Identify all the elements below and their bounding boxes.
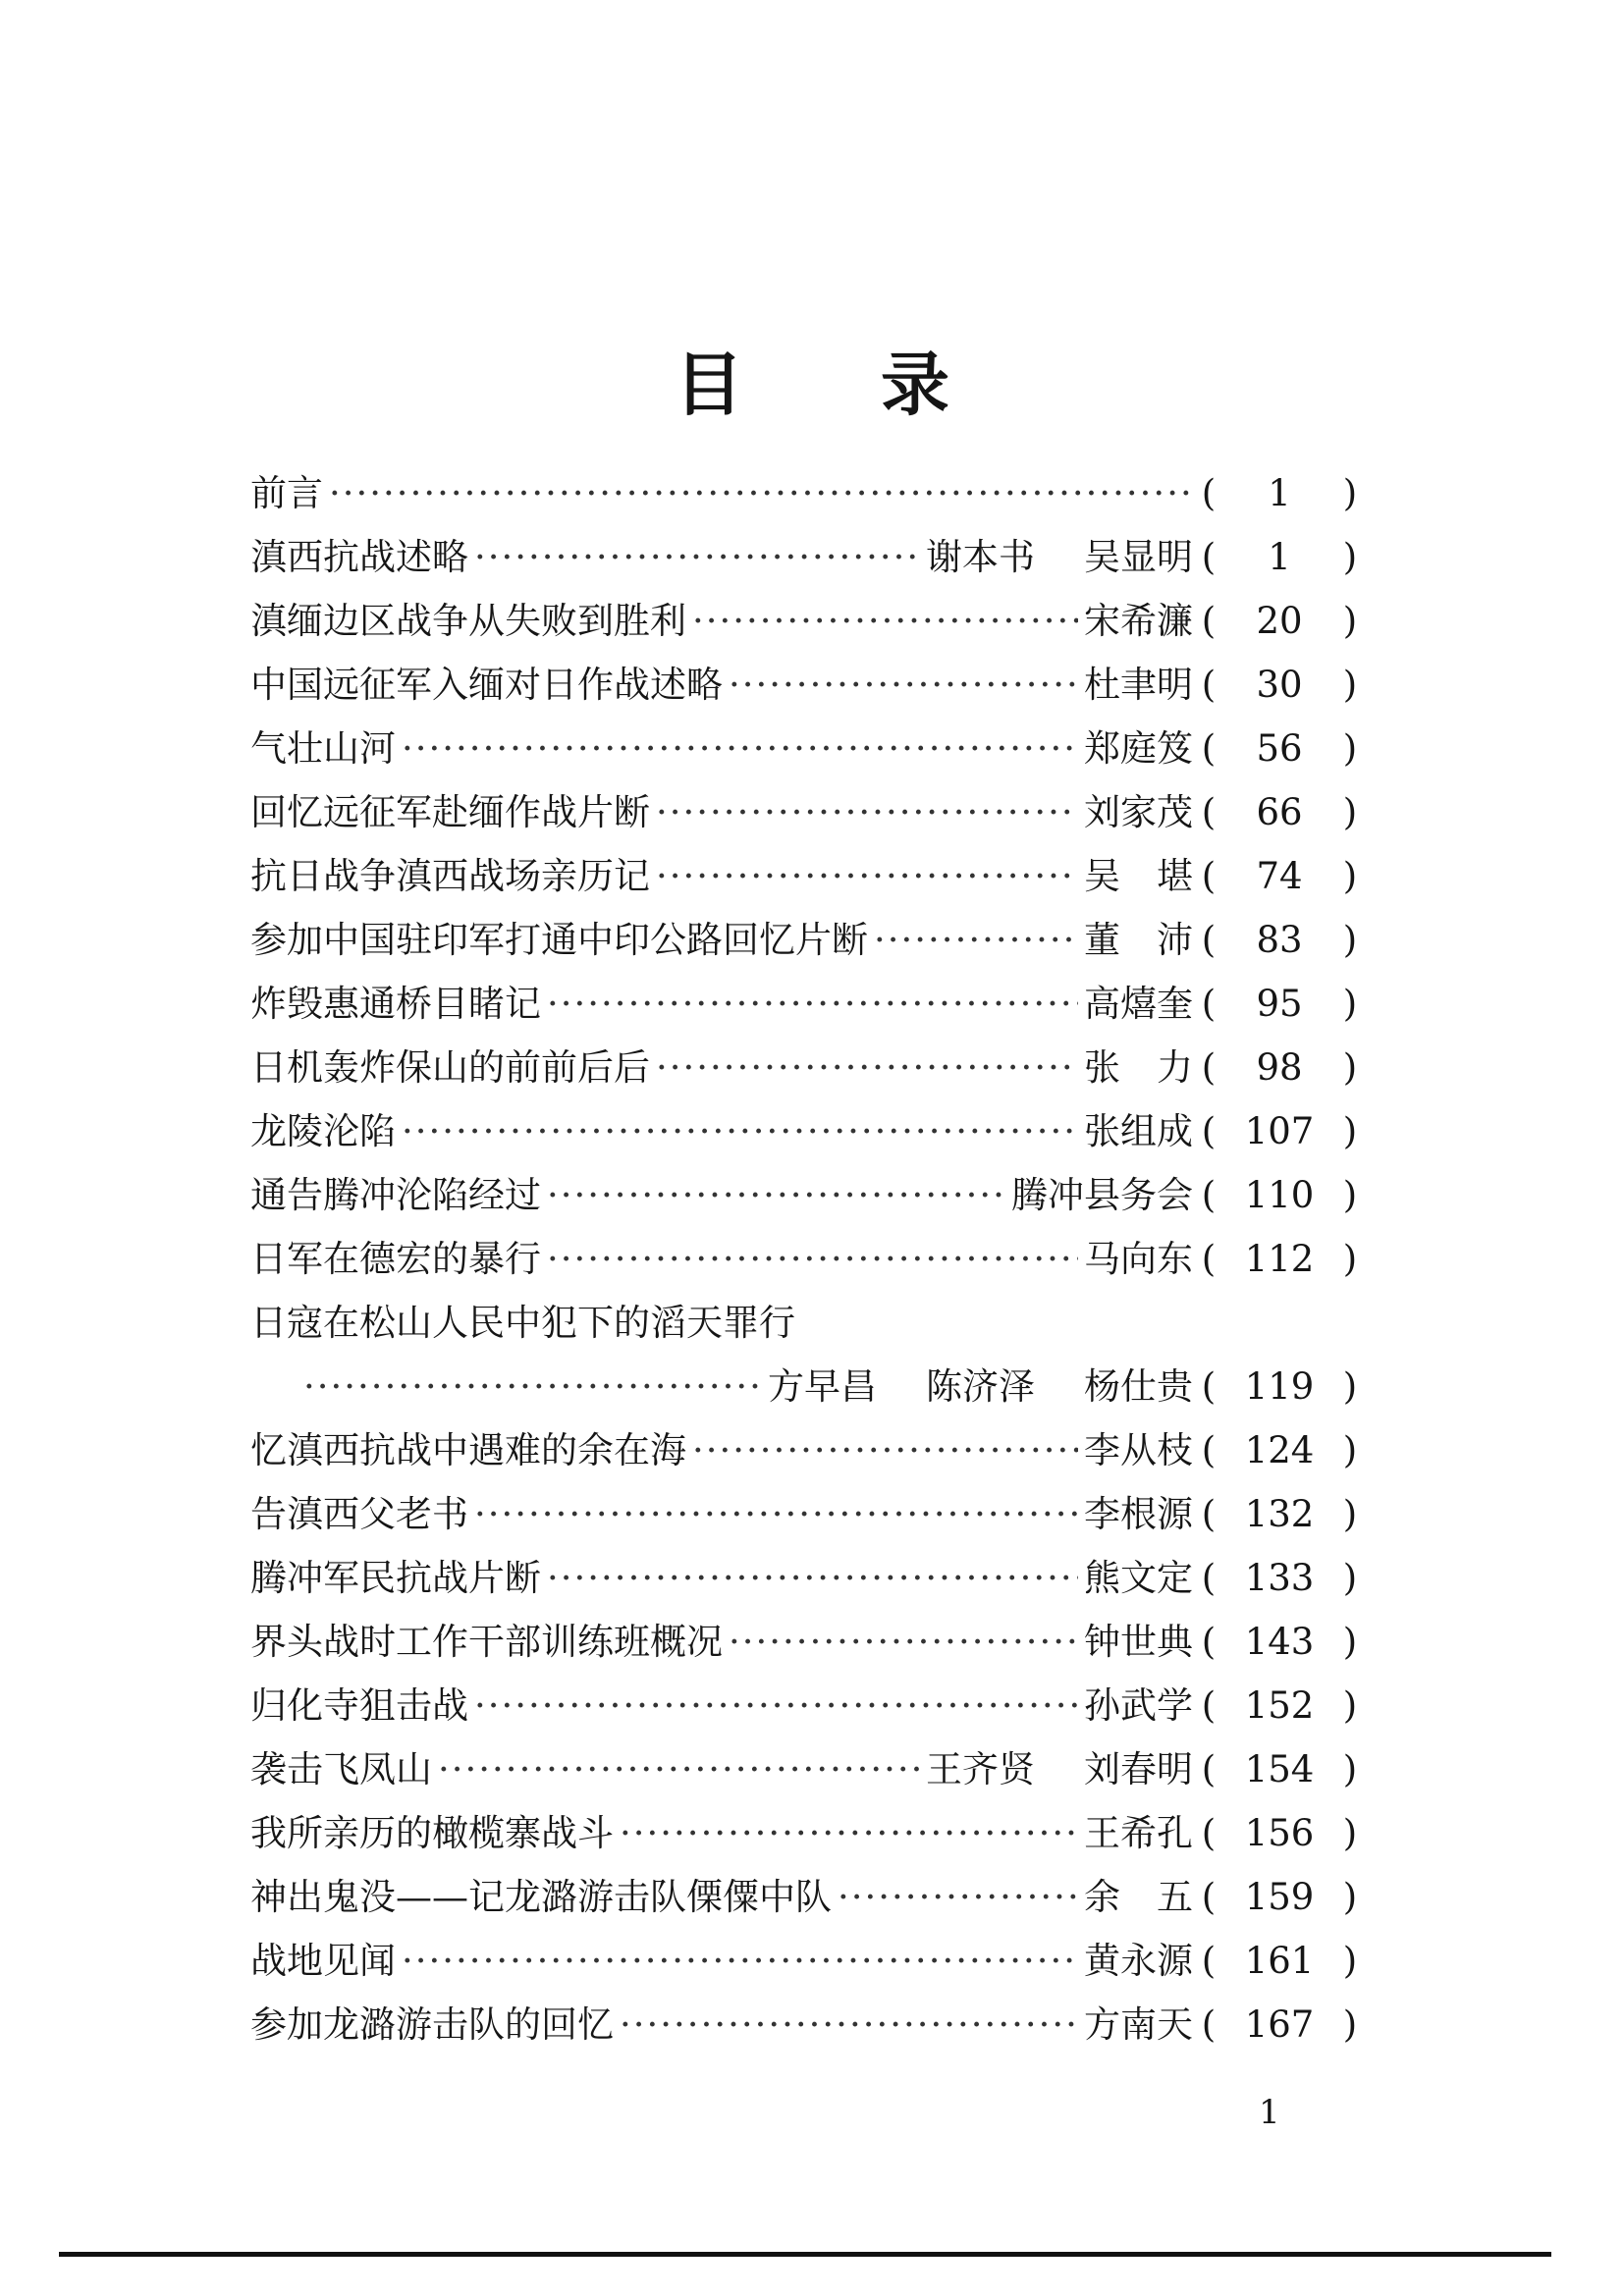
entry-page: ( 167 ) xyxy=(1201,2002,1358,2046)
entry-author: 刘春明 xyxy=(1084,1747,1193,1790)
entry-title: 前言 xyxy=(250,471,323,514)
entry-author: 刘家茂 xyxy=(1084,790,1193,833)
toc-entry[interactable] xyxy=(250,1482,1362,1546)
entry-author: 李根源 xyxy=(1084,1492,1193,1535)
toc-entry[interactable] xyxy=(250,1227,1362,1291)
toc-entry[interactable] xyxy=(250,1929,1362,1993)
entry-author: 腾冲县务会 xyxy=(1011,1173,1193,1216)
entry-title: 日军在德宏的暴行 xyxy=(250,1237,541,1280)
toc-entry[interactable] xyxy=(250,525,1362,589)
entry-title: 归化寺狙击战 xyxy=(250,1683,468,1727)
toc-entry[interactable] xyxy=(250,1737,1362,1801)
toc-entry[interactable] xyxy=(250,908,1362,972)
entry-title: 炸毁惠通桥目睹记 xyxy=(250,982,541,1025)
entry-page: ( 159 ) xyxy=(1201,1875,1358,1918)
toc-entry[interactable] xyxy=(250,780,1362,844)
toc-entry[interactable] xyxy=(250,1801,1362,1865)
leader-dots xyxy=(656,855,1078,898)
toc-heading-char-2: 录 xyxy=(881,344,949,425)
entry-page: ( 1 ) xyxy=(1201,535,1358,578)
toc-entry[interactable] xyxy=(250,717,1362,780)
entry-title: 龙陵沦陷 xyxy=(250,1109,396,1152)
entry-page: ( 98 ) xyxy=(1201,1045,1358,1089)
leader-dots xyxy=(303,1365,762,1409)
entry-title: 滇西抗战述略 xyxy=(250,535,468,578)
entry-author: 张组成 xyxy=(1084,1109,1193,1152)
leader-dots xyxy=(402,1940,1078,1983)
entry-author: 杨仕贵 xyxy=(1084,1364,1193,1408)
toc-entry[interactable] xyxy=(250,844,1362,908)
leader-dots xyxy=(438,1748,920,1791)
entry-author: 王希孔 xyxy=(1084,1811,1193,1854)
toc-entry[interactable] xyxy=(250,1418,1362,1482)
entry-title: 袭击飞凤山 xyxy=(250,1747,432,1790)
entry-author: 董 沛 xyxy=(1084,918,1193,961)
entry-title: 腾冲军民抗战片断 xyxy=(250,1556,541,1599)
entry-title: 战地见闻 xyxy=(250,1939,396,1982)
leader-dots xyxy=(692,600,1078,643)
entry-title: 日寇在松山人民中犯下的滔天罪行 xyxy=(250,1301,795,1344)
entry-title: 滇缅边区战争从失败到胜利 xyxy=(250,599,686,642)
toc-entry[interactable] xyxy=(250,1036,1362,1099)
entry-title: 日机轰炸保山的前前后后 xyxy=(250,1045,650,1089)
entry-title: 参加中国驻印军打通中印公路回忆片断 xyxy=(250,918,868,961)
entry-page: ( 112 ) xyxy=(1201,1237,1358,1280)
entry-title: 神出鬼没——记龙潞游击队傈僳中队 xyxy=(250,1875,832,1918)
leader-dots xyxy=(656,1046,1078,1090)
entry-author: 宋希濂 xyxy=(1084,599,1193,642)
table-of-contents xyxy=(250,461,1362,2056)
entry-title: 参加龙潞游击队的回忆 xyxy=(250,2002,614,2046)
toc-entry[interactable] xyxy=(250,1610,1362,1674)
entry-title: 通告腾冲沦陷经过 xyxy=(250,1173,541,1216)
toc-entry[interactable] xyxy=(250,1163,1362,1227)
entry-page: ( 154 ) xyxy=(1201,1747,1358,1790)
entry-title: 气壮山河 xyxy=(250,726,396,770)
entry-page: ( 107 ) xyxy=(1201,1109,1358,1152)
toc-entry[interactable] xyxy=(250,1099,1362,1163)
entry-page: ( 119 ) xyxy=(1201,1364,1358,1408)
entry-page: ( 74 ) xyxy=(1201,854,1358,897)
entry-page: ( 156 ) xyxy=(1201,1811,1358,1854)
entry-page: ( 20 ) xyxy=(1201,599,1358,642)
entry-author: 谢本书 xyxy=(926,535,1035,578)
entry-author: 吴 堪 xyxy=(1084,854,1193,897)
entry-title: 我所亲历的橄榄寨战斗 xyxy=(250,1811,614,1854)
entry-author: 钟世典 xyxy=(1084,1620,1193,1663)
bottom-rule xyxy=(59,2252,1551,2257)
toc-entry[interactable] xyxy=(250,1993,1362,2056)
entry-title: 回忆远征军赴缅作战片断 xyxy=(250,790,650,833)
entry-page: ( 161 ) xyxy=(1201,1939,1358,1982)
leader-dots xyxy=(729,664,1078,707)
entry-author: 吴显明 xyxy=(1084,535,1193,578)
toc-heading-char-1: 目 xyxy=(675,344,743,425)
page-number: 1 xyxy=(1259,2093,1280,2132)
entry-author: 郑庭笈 xyxy=(1084,726,1193,770)
leader-dots xyxy=(547,1238,1078,1281)
entry-author: 陈济泽 xyxy=(926,1364,1035,1408)
entry-title: 忆滇西抗战中遇难的余在海 xyxy=(250,1428,686,1471)
entry-page: ( 1 ) xyxy=(1201,471,1358,514)
leader-dots xyxy=(620,1812,1078,1855)
entry-author: 马向东 xyxy=(1084,1237,1193,1280)
entry-page: ( 133 ) xyxy=(1201,1556,1358,1599)
leader-dots xyxy=(692,1429,1078,1472)
leader-dots xyxy=(838,1876,1078,1919)
toc-entry[interactable] xyxy=(250,653,1362,717)
entry-author: 王齐贤 xyxy=(926,1747,1035,1790)
toc-entry[interactable] xyxy=(250,1291,1362,1355)
entry-author: 余 五 xyxy=(1084,1875,1193,1918)
leader-dots xyxy=(620,2003,1078,2047)
leader-dots xyxy=(402,727,1078,771)
entry-page: ( 56 ) xyxy=(1201,726,1358,770)
leader-dots xyxy=(474,1684,1078,1728)
entry-page: ( 66 ) xyxy=(1201,790,1358,833)
entry-author: 杜聿明 xyxy=(1084,663,1193,706)
entry-author: 孙武学 xyxy=(1084,1683,1193,1727)
entry-title: 界头战时工作干部训练班概况 xyxy=(250,1620,723,1663)
entry-author: 黄永源 xyxy=(1084,1939,1193,1982)
entry-page: ( 83 ) xyxy=(1201,918,1358,961)
leader-dots xyxy=(329,472,1191,515)
toc-entry-continuation[interactable] xyxy=(250,1355,1362,1418)
leader-dots xyxy=(656,791,1078,834)
leader-dots xyxy=(547,983,1078,1026)
entry-page: ( 30 ) xyxy=(1201,663,1358,706)
toc-entry[interactable] xyxy=(250,1865,1362,1929)
toc-heading xyxy=(0,346,1624,424)
toc-entry[interactable] xyxy=(250,972,1362,1036)
toc-entry[interactable] xyxy=(250,1546,1362,1610)
leader-dots xyxy=(474,536,920,579)
entry-page: ( 124 ) xyxy=(1201,1428,1358,1471)
entry-title: 中国远征军入缅对日作战述略 xyxy=(250,663,723,706)
entry-page: ( 110 ) xyxy=(1201,1173,1358,1216)
entry-page: ( 143 ) xyxy=(1201,1620,1358,1663)
entry-title: 抗日战争滇西战场亲历记 xyxy=(250,854,650,897)
entry-page: ( 152 ) xyxy=(1201,1683,1358,1727)
entry-author: 高熺奎 xyxy=(1084,982,1193,1025)
entry-author: 李从枝 xyxy=(1084,1428,1193,1471)
entry-author: 方南天 xyxy=(1084,2002,1193,2046)
leader-dots xyxy=(474,1493,1078,1536)
leader-dots xyxy=(874,919,1078,962)
entry-page: ( 95 ) xyxy=(1201,982,1358,1025)
toc-entry[interactable] xyxy=(250,589,1362,653)
leader-dots xyxy=(729,1621,1078,1664)
leader-dots xyxy=(547,1174,1005,1217)
leader-dots xyxy=(547,1557,1078,1600)
leader-dots xyxy=(402,1110,1078,1153)
entry-author: 熊文定 xyxy=(1084,1556,1193,1599)
entry-author: 张 力 xyxy=(1084,1045,1193,1089)
entry-page: ( 132 ) xyxy=(1201,1492,1358,1535)
toc-entry[interactable] xyxy=(250,461,1362,525)
entry-title: 告滇西父老书 xyxy=(250,1492,468,1535)
entry-author: 方早昌 xyxy=(768,1364,877,1408)
toc-entry[interactable] xyxy=(250,1674,1362,1737)
